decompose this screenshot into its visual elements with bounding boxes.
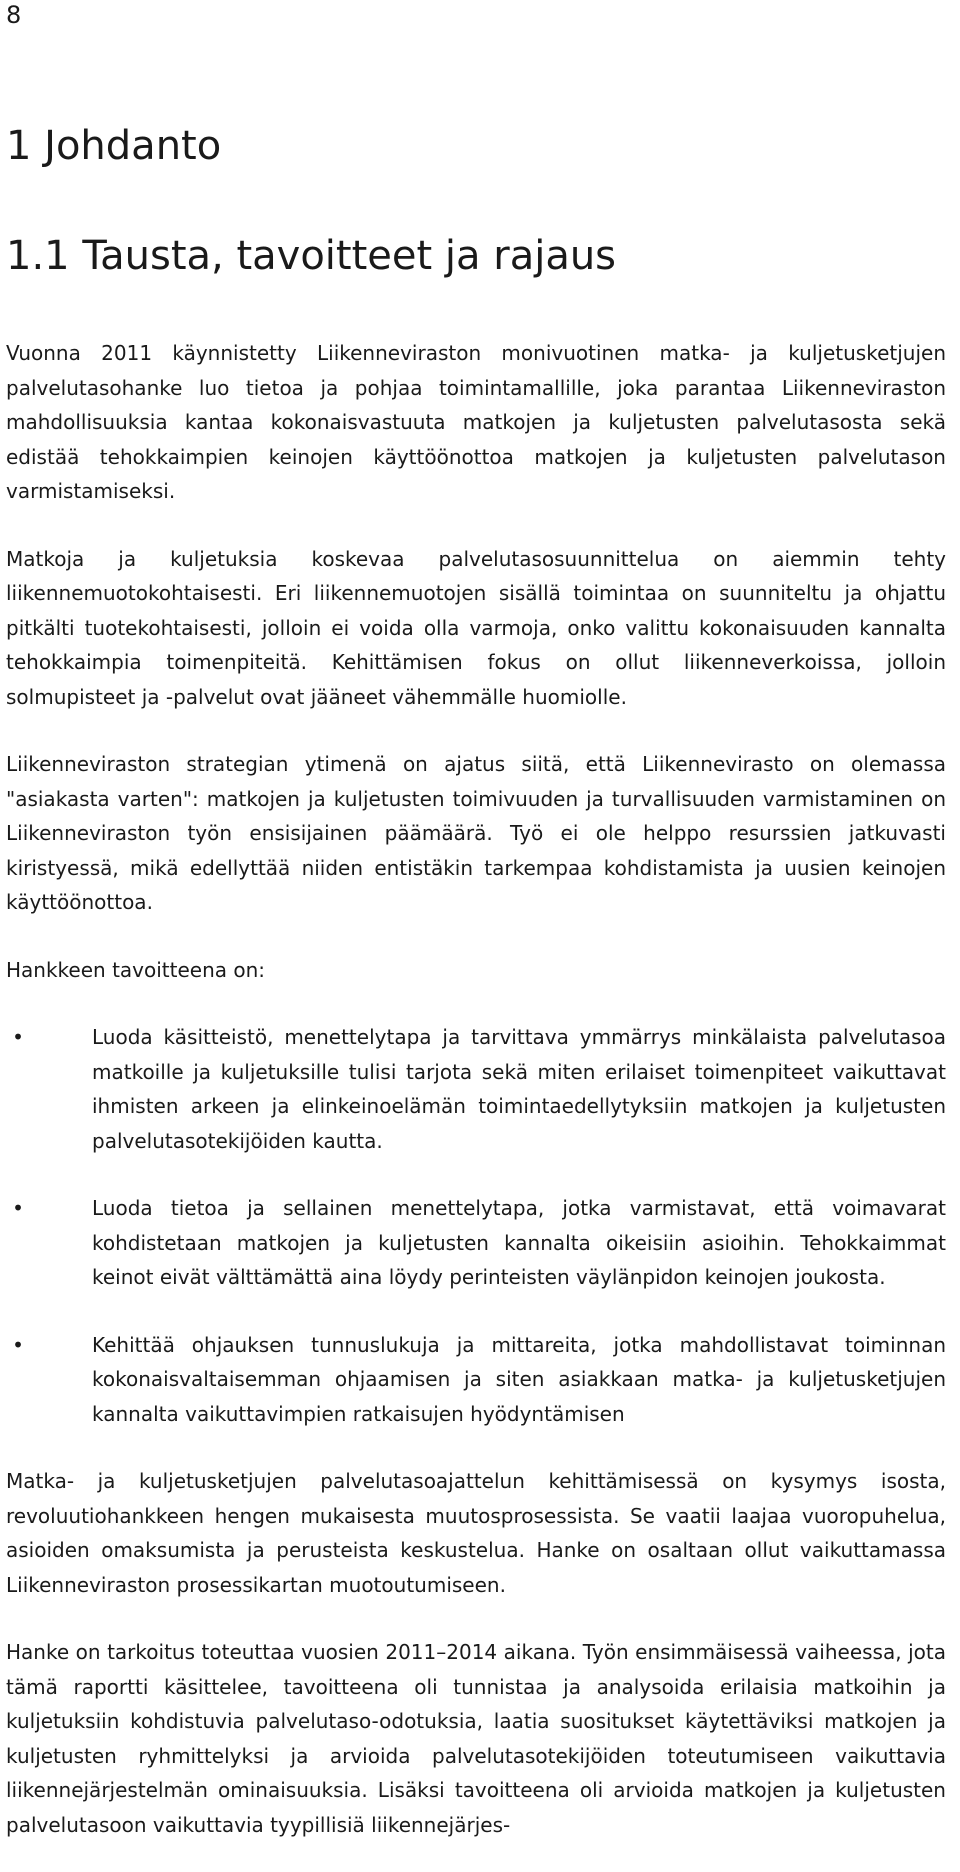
list-item-text: Kehittää ohjauksen tunnuslukuja ja mittareita, jotka mahdollistavat toiminnan kokonaisvaltaisemman ohjaamisen ja siten asiakkaan matka- ja kuljetusketjujen kannalta vaikuttavimpien ratkaisujen hyödyntämisen — [92, 1332, 946, 1426]
paragraph: Matka- ja kuljetusketjujen palvelutasoajattelun kehittämisessä on kysymys isosta, revoluutiohankkeen hengen mukaisesta muutosprosessista. Se vaatii laajaa vuoropuhelua, asioiden omaksumista ja perusteista keskustelua. Hanke on osaltaan ollut vaikuttamassa Liikenneviraston prosessikartan muotoutumiseen. — [6, 1469, 946, 1597]
page-number: 8 — [6, 1, 22, 29]
paragraph: Matkoja ja kuljetuksia koskevaa palvelutasosuunnittelua on aiemmin tehty liikennemuotokohtaisesti. Eri liikennemuotojen sisällä toimintaa on suunniteltu ja ohjattu pitkälti tuotekohtaisesti, jolloin ei voida olla varmoja, onko valittu kokonaisuuden kannalta tehokkaimpia toimenpiteitä. Kehittämisen fokus on ollut liikenneverkoissa, jolloin solmupisteet ja -palvelut ovat jääneet vähemmälle huomiolle. — [6, 546, 946, 709]
bullet-icon: • — [12, 1332, 24, 1357]
paragraph: Liikenneviraston strategian ytimenä on ajatus siitä, että Liikennevirasto on olemassa "asiakasta varten": matkojen ja kuljetusten toimivuuden ja turvallisuuden varmistaminen on Liikenneviraston työn ensisijainen päämäärä. Työ ei ole helppo resurssien jatkuvasti kiristyessä, mikä edellyttää niiden entistäkin tarkempaa kohdistamista ja uusien keinojen käyttöönottoa. — [6, 752, 946, 914]
list-item-text: Luoda tietoa ja sellainen menettelytapa, jotka varmistavat, että voimavarat kohdistetaan matkojen ja kuljetusten kannalta oikeisiin asioihin. Tehokkaimmat keinot eivät välttämättä aina löydy perinteisten väylänpidon keinojen joukosta. — [92, 1196, 946, 1289]
section-heading: 1.1 Tausta, tavoitteet ja rajaus — [6, 233, 617, 279]
chapter-heading: 1 Johdanto — [6, 123, 222, 169]
bullet-icon: • — [12, 1196, 24, 1220]
list-item-text: Luoda käsitteistö, menettelytapa ja tarvittava ymmärrys minkälaista palvelutasoa matkoille ja kuljetuksille tulisi tarjota sekä miten erilaiset toimenpiteet vaikuttavat ihmisten arkeen ja elinkeinoelämän toimintaedellytyksiin matkojen ja kuljetusten palvelutasotekijöiden kautta. — [92, 1025, 946, 1153]
list-intro: Hankkeen tavoitteena on: — [6, 957, 266, 982]
body-text — [6, 336, 946, 1842]
list-item — [6, 1020, 946, 1158]
bullet-icon: • — [12, 1025, 24, 1049]
list-item — [6, 1191, 946, 1295]
paragraph: Vuonna 2011 käynnistetty Liikenneviraston monivuotinen matka- ja kuljetusketjujen palvelutasohanke luo tietoa ja pohjaa toimintamallille, joka parantaa Liikenneviraston mahdollisuuksia kantaa kokonaisvastuuta matkojen ja kuljetusten palvelutasosta sekä edistää tehokkaimpien keinojen käyttöönottoa matkojen ja kuljetusten palvelutason varmistamiseksi. — [6, 341, 946, 503]
goal-list — [6, 1020, 946, 1431]
list-item — [6, 1328, 946, 1432]
paragraph: Hanke on tarkoitus toteuttaa vuosien 2011–2014 aikana. Työn ensimmäisessä vaiheessa, jota tämä raportti käsittelee, tavoitteena oli tunnistaa ja analysoida erilaisia matkoihin ja kuljetuksiin kohdistuvia palvelutaso-odotuksia, laatia suositukset käytettäviksi matkojen ja kuljetusten ryhmittelyksi ja arvioida palvelutasotekijöiden toteutumiseen vaikuttavia liikennejärjestelmän ominaisuuksia. Lisäksi tavoitteena oli arvioida matkojen ja kuljetusten palvelutasoon vaikuttavia tyypillisiä liikennejärjes- — [6, 1640, 946, 1837]
